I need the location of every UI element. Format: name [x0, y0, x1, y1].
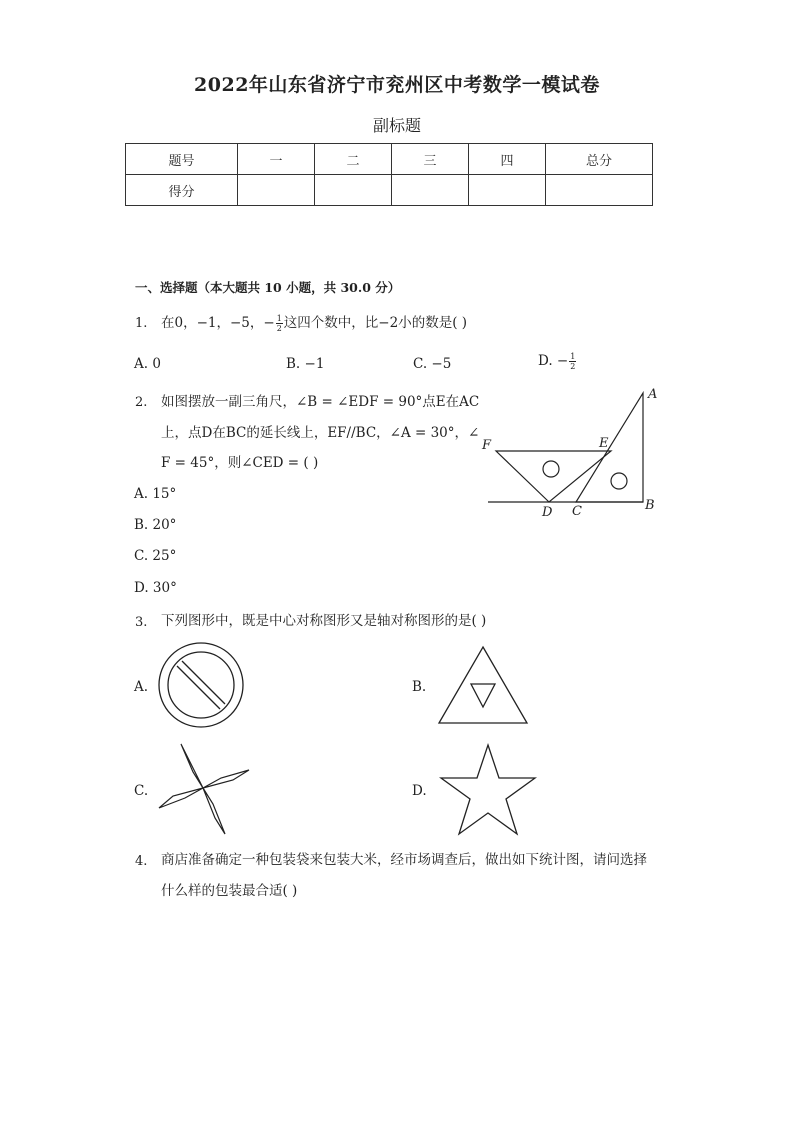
q4-line-2: 什么样的包装最合适( )	[161, 883, 298, 899]
q2-line-1: 如图摆放一副三角尺，∠B = ∠EDF = 90°点E在AC	[161, 394, 480, 410]
q1-fraction	[276, 314, 283, 333]
inner-triangle	[471, 684, 495, 707]
score-row-label: 得分	[126, 175, 238, 206]
pinwheel-blade	[181, 744, 203, 788]
q2-line-3: F = 45°，则∠CED = ( )	[161, 455, 319, 471]
q1-option-d[interactable]	[538, 352, 577, 371]
outer-triangle	[439, 647, 527, 723]
five-point-star-figure	[438, 742, 538, 838]
q1-frac-den: 2	[276, 324, 282, 333]
q1-frac-num: 1	[276, 314, 282, 323]
label-e: E	[599, 436, 609, 451]
pinwheel-blade	[159, 788, 203, 808]
score-header-cell: 三	[392, 144, 469, 175]
score-cell[interactable]	[238, 175, 315, 206]
score-table	[125, 143, 653, 206]
q2-option-c[interactable]: C. 25°	[134, 548, 177, 564]
score-table-header-row	[126, 144, 653, 175]
pinwheel-blade	[203, 788, 225, 834]
q3-number: 3.	[135, 615, 148, 630]
triangle-abc	[576, 393, 643, 502]
exam-title: 2022年山东省济宁市兖州区中考数学一模试卷	[194, 74, 600, 96]
no-entry-sign-figure	[156, 640, 246, 730]
q1-option-b[interactable]: B. −1	[286, 356, 325, 372]
q3-option-d[interactable]: D.	[412, 783, 427, 799]
score-header-cell: 二	[315, 144, 392, 175]
score-cell[interactable]	[469, 175, 546, 206]
q1-option-d-label: D. −	[538, 353, 569, 369]
label-f: F	[482, 438, 492, 453]
q3-stem: 下列图形中，既是中心对称图形又是轴对称图形的是( )	[161, 613, 487, 629]
score-header-cell: 一	[238, 144, 315, 175]
q2-option-b[interactable]: B. 20°	[134, 517, 177, 533]
slash-edge-2	[177, 666, 220, 709]
triangle-in-triangle-figure	[436, 644, 530, 726]
q1-option-c[interactable]: C. −5	[413, 356, 452, 372]
q2-line-2: 上，点D在BC的延长线上，EF//BC，∠A = 30°，∠	[161, 425, 480, 441]
score-header-cell: 题号	[126, 144, 238, 175]
q1-optd-frac-den: 2	[570, 362, 576, 371]
q1-option-a[interactable]: A. 0	[134, 356, 161, 372]
q1-suffix: 这四个数中，比−2小的数是( )	[283, 315, 468, 331]
star-outline	[441, 745, 535, 834]
triangle-hole-right	[611, 473, 627, 489]
q2-triangle-figure	[478, 383, 668, 523]
q3-option-b[interactable]: B.	[412, 679, 427, 695]
q2-option-a[interactable]: A. 15°	[134, 486, 177, 502]
label-c: C	[572, 504, 582, 519]
q1-stem	[161, 313, 467, 333]
label-a: A	[648, 387, 658, 402]
score-header-cell: 四	[469, 144, 546, 175]
q2-number: 2.	[135, 395, 148, 410]
q1-optd-frac-num: 1	[570, 352, 576, 361]
exam-subtitle: 副标题	[372, 116, 421, 135]
pinwheel-figure	[155, 742, 253, 838]
score-cell[interactable]	[392, 175, 469, 206]
section-heading: 一、选择题（本大题共 10 小题，共 30.0 分）	[135, 280, 401, 295]
score-cell[interactable]	[546, 175, 653, 206]
score-header-cell: 总分	[546, 144, 653, 175]
q1-option-d-fraction	[569, 352, 576, 371]
q1-number: 1.	[135, 316, 148, 331]
q3-option-a[interactable]: A.	[134, 679, 149, 695]
q1-prefix: 在0，−1，−5，−	[161, 315, 275, 331]
inner-circle	[168, 652, 234, 718]
outer-circle	[159, 643, 243, 727]
label-d: D	[542, 505, 553, 520]
score-cell[interactable]	[315, 175, 392, 206]
q4-number: 4.	[135, 854, 148, 869]
q3-option-c[interactable]: C.	[134, 783, 149, 799]
q4-line-1: 商店准备确定一种包装袋来包装大米，经市场调查后，做出如下统计图，请问选择	[161, 852, 647, 868]
q2-option-d[interactable]: D. 30°	[134, 580, 177, 596]
label-b: B	[645, 498, 655, 513]
slash-edge-1	[182, 661, 225, 704]
pinwheel-blade	[203, 770, 249, 788]
score-table-row	[126, 175, 653, 206]
triangle-hole-left	[543, 461, 559, 477]
